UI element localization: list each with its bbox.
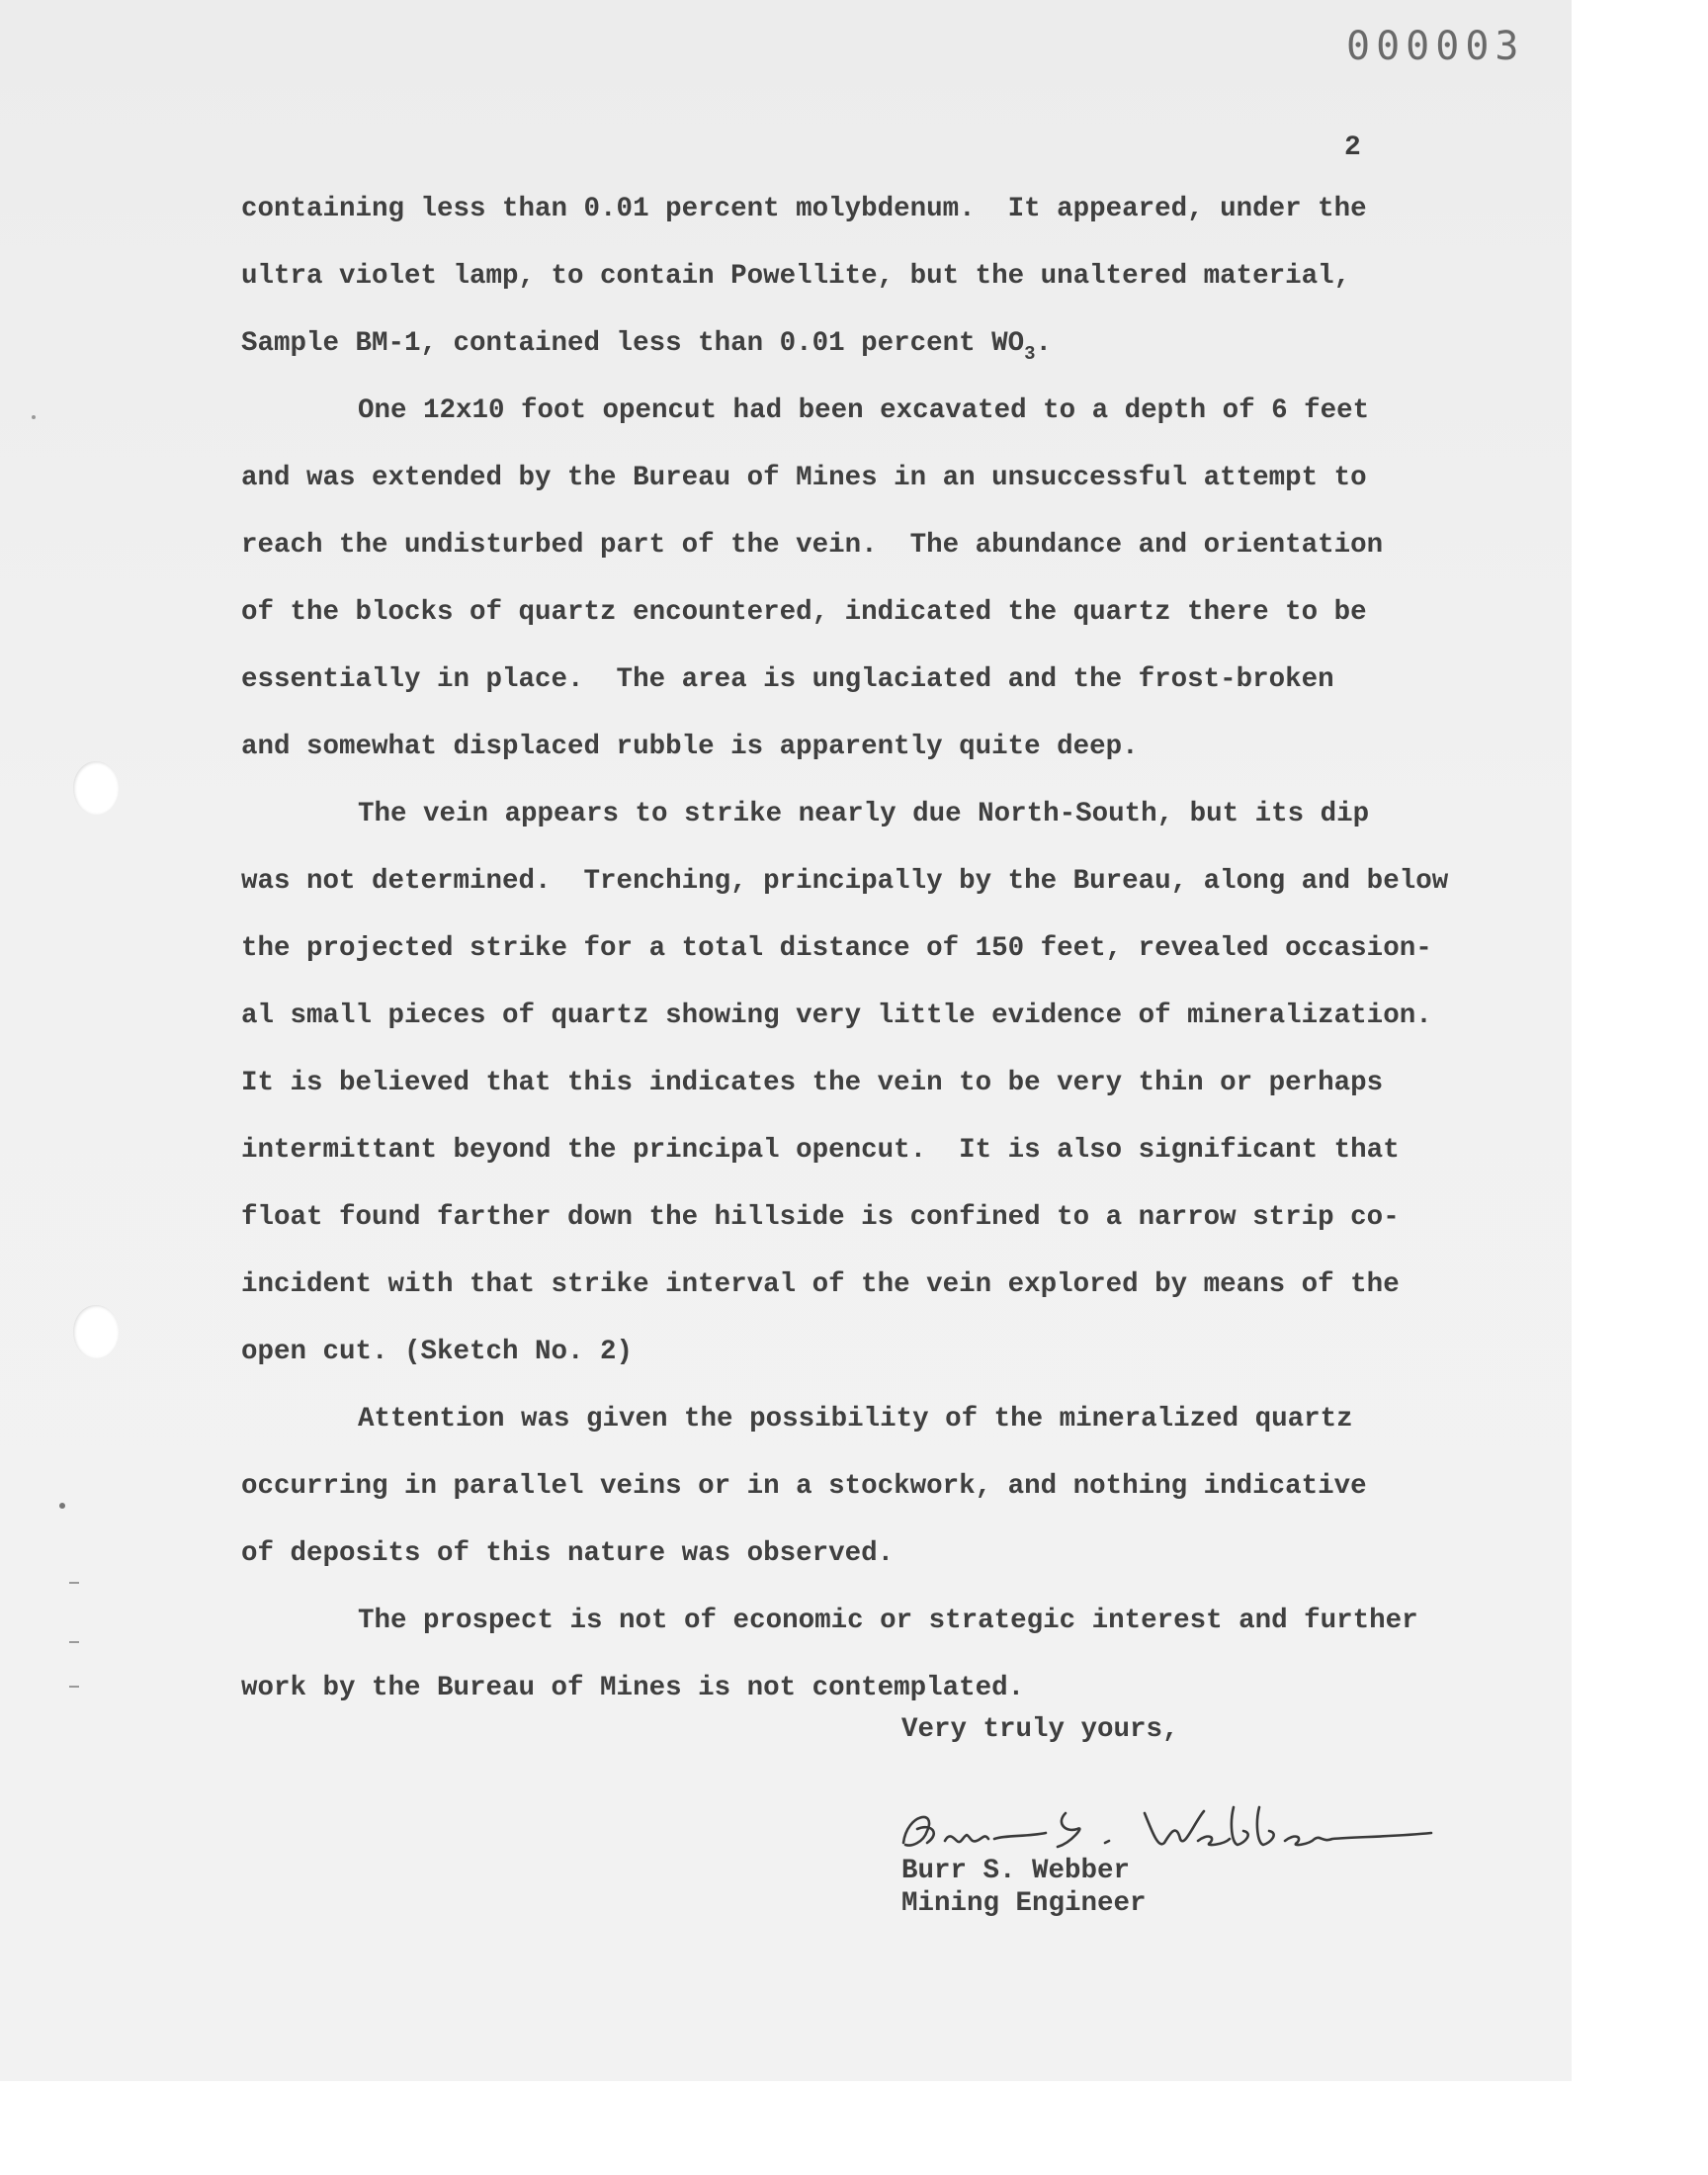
closing-salutation: Very truly yours, <box>901 1714 1179 1745</box>
text-line <box>241 1521 1467 1588</box>
text-line <box>241 579 1467 647</box>
text-line <box>241 243 1467 310</box>
text-line-content: and was extended by the Bureau of Mines in an unsuccessful attempt to <box>241 463 1367 493</box>
trailing-punctuation: . <box>1035 328 1053 359</box>
text-line-content: Sample BM-1, contained less than 0.01 percent WO <box>241 328 1025 359</box>
text-line-content: float found farther down the hillside is confined to a narrow strip co- <box>241 1202 1400 1233</box>
text-line-content: essentially in place. The area is unglaciated and the frost-broken <box>241 664 1334 695</box>
text-line <box>241 1588 1467 1655</box>
signer-title: Mining Engineer <box>901 1888 1147 1919</box>
punch-hole <box>73 1305 119 1358</box>
text-line <box>241 445 1467 512</box>
text-line <box>241 1184 1467 1252</box>
text-line-content: work by the Bureau of Mines is not contemplated. <box>241 1673 1025 1703</box>
text-line <box>241 1050 1467 1117</box>
scan-mark <box>69 1582 79 1584</box>
text-line <box>241 378 1467 445</box>
text-line-content: ultra violet lamp, to contain Powellite, but the unaltered material, <box>241 261 1351 292</box>
text-line <box>241 1453 1467 1521</box>
document-number: 000003 <box>1346 24 1525 69</box>
text-line <box>241 1655 1467 1722</box>
text-line-content: Attention was given the possibility of the mineralized quartz <box>358 1404 1353 1435</box>
text-line <box>241 1319 1467 1386</box>
subscript: 3 <box>1024 343 1036 365</box>
text-line-content: and somewhat displaced rubble is apparently quite deep. <box>241 732 1139 762</box>
text-line <box>241 983 1467 1050</box>
text-line-content: reach the undisturbed part of the vein. The abundance and orientation <box>241 530 1384 561</box>
letter-body <box>241 176 1467 1722</box>
scan-margin-right <box>1572 0 1708 2175</box>
punch-hole <box>73 761 119 815</box>
text-line <box>241 1386 1467 1453</box>
text-line-content: was not determined. Trenching, principally by the Bureau, along and below <box>241 866 1449 897</box>
text-line-content: The prospect is not of economic or strategic interest and further <box>358 1606 1418 1636</box>
text-line <box>241 915 1467 983</box>
text-line-content: the projected strike for a total distance of 150 feet, revealed occasion- <box>241 933 1432 964</box>
text-line-content: of deposits of this nature was observed. <box>241 1538 895 1569</box>
text-line-content: One 12x10 foot opencut had been excavated to a depth of 6 feet <box>358 395 1370 426</box>
text-line-content: occurring in parallel veins or in a stockwork, and nothing indicative <box>241 1471 1367 1502</box>
text-line-content: incident with that strike interval of the vein explored by means of the <box>241 1269 1400 1300</box>
speck-mark <box>32 415 36 419</box>
text-line <box>241 647 1467 714</box>
text-line <box>241 176 1467 243</box>
text-line <box>241 781 1467 848</box>
text-line-content: intermittant beyond the principal opencut. It is also significant that <box>241 1135 1400 1166</box>
text-line <box>241 1117 1467 1184</box>
scan-margin-bottom <box>0 2081 1708 2175</box>
text-line-content: It is believed that this indicates the vein to be very thin or perhaps <box>241 1068 1384 1098</box>
text-line <box>241 1252 1467 1319</box>
text-line <box>241 848 1467 915</box>
speck-mark <box>59 1503 65 1509</box>
text-line <box>241 310 1467 378</box>
text-line-content: containing less than 0.01 percent molybdenum. It appeared, under the <box>241 194 1367 224</box>
scan-mark <box>69 1686 79 1688</box>
text-line <box>241 714 1467 781</box>
scan-mark <box>69 1641 79 1643</box>
handwritten-signature <box>897 1803 1451 1863</box>
signer-name: Burr S. Webber <box>901 1856 1131 1886</box>
text-line-content: open cut. (Sketch No. 2) <box>241 1337 634 1367</box>
text-line-content: The vein appears to strike nearly due North-South, but its dip <box>358 799 1370 829</box>
text-line-content: of the blocks of quartz encountered, indicated the quartz there to be <box>241 597 1367 628</box>
page-number: 2 <box>1344 132 1361 163</box>
text-line-content: al small pieces of quartz showing very little evidence of mineralization. <box>241 1000 1432 1031</box>
text-line <box>241 512 1467 579</box>
